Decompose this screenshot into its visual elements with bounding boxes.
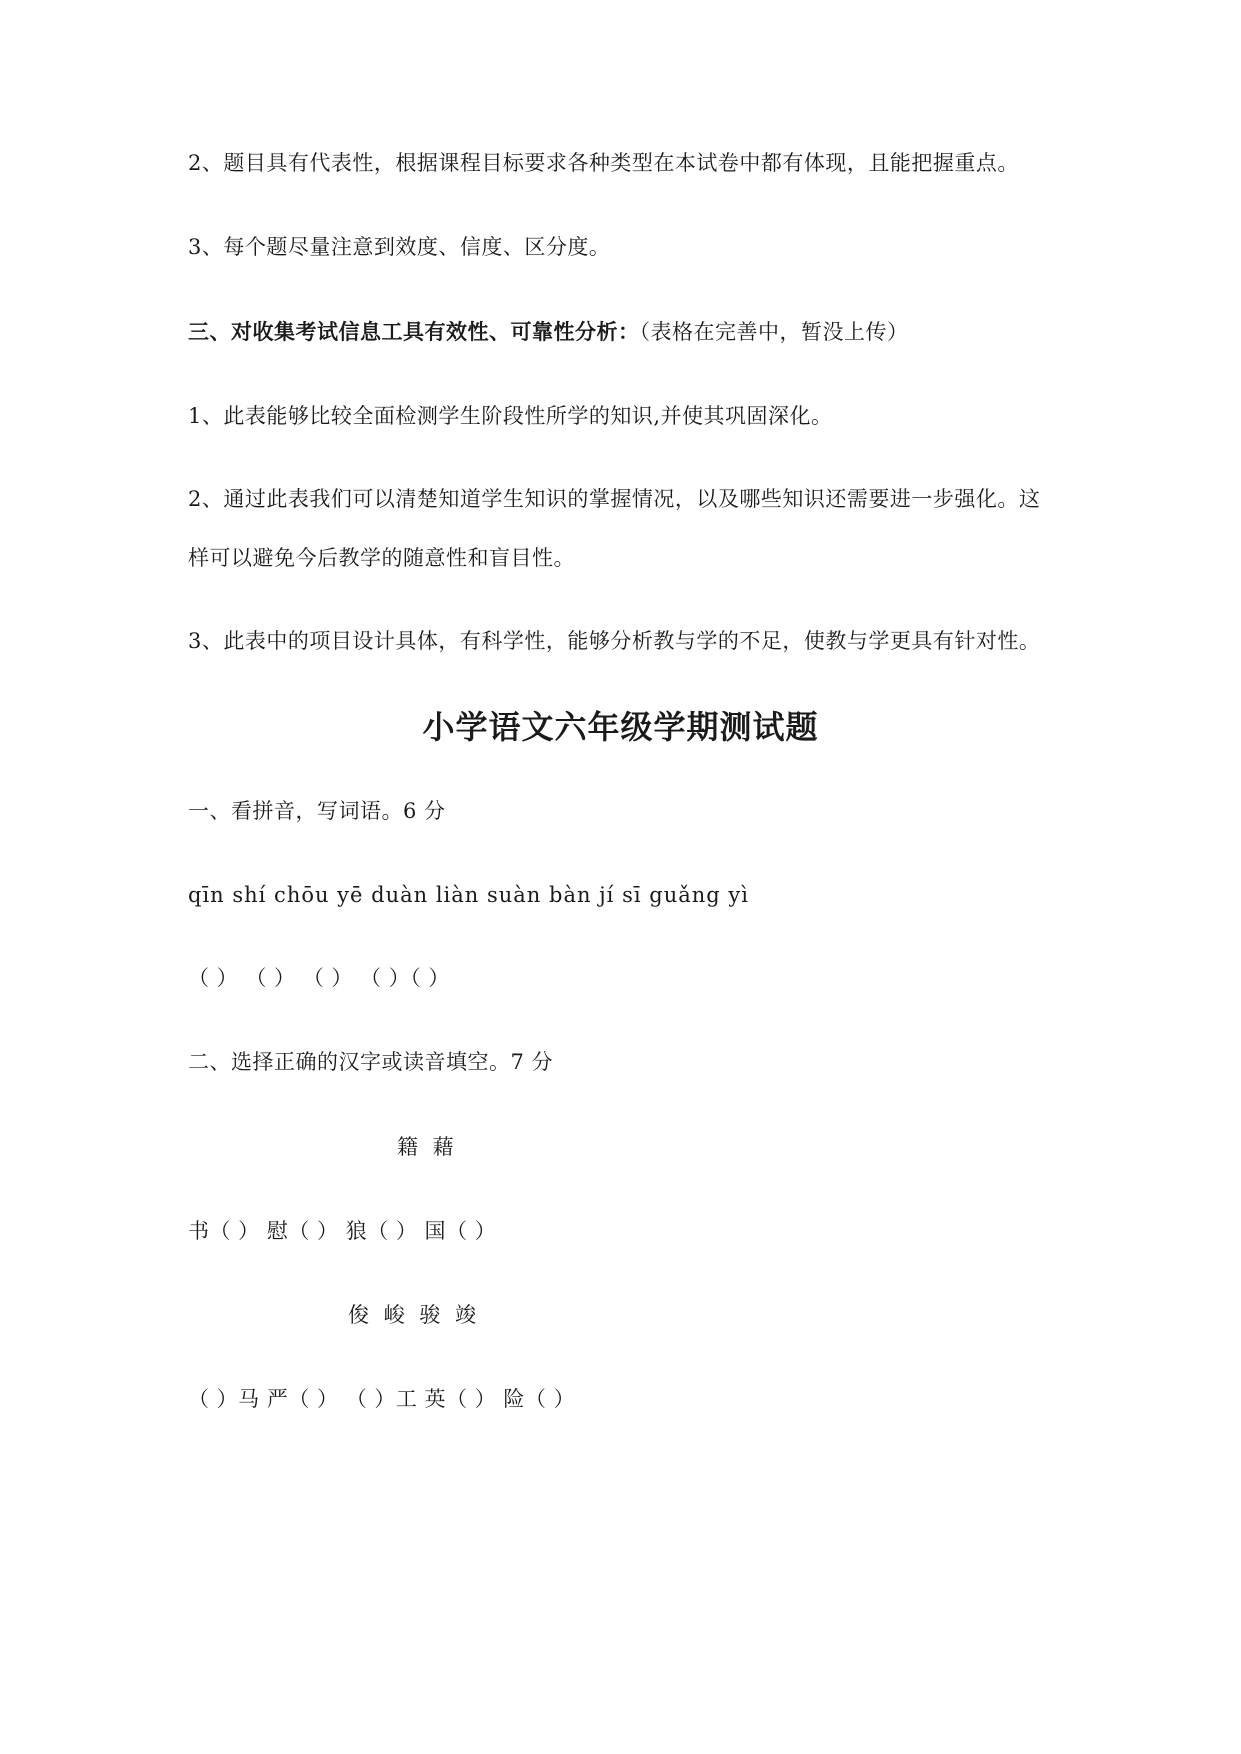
section-three-heading (188, 317, 909, 347)
question-1-heading: 一、看拼音，写词语。6 分 (188, 799, 446, 823)
analysis-point-2-line-2: 样可以避免今后教学的随意性和盲目性。 (188, 546, 575, 570)
section-three-heading-title: 三、对收集考试信息工具有效性、可靠性分析： (188, 319, 640, 344)
analysis-point-1: 1、此表能够比较全面检测学生阶段性所学的知识,并使其巩固深化。 (188, 404, 833, 428)
question-2-heading: 二、选择正确的汉字或读音填空。7 分 (188, 1050, 554, 1074)
question-2-group-1-blanks: 书（ ） 慰（ ） 狼（ ） 国（ ） (188, 1219, 497, 1243)
question-1-blanks: （ ） （ ） （ ） （ ）（ ） (188, 966, 450, 990)
point-3-validity: 3、每个题尽量注意到效度、信度、区分度。 (188, 235, 611, 259)
question-1-pinyin: qīn shí chōu yē duàn liàn suàn bàn jí sī guǎng yì (188, 883, 749, 907)
question-2-group-1-chars: 籍 藉 (397, 1135, 458, 1159)
question-2-group-2-blanks: （ ）马 严（ ） （ ）工 英（ ） 险（ ） (188, 1387, 576, 1411)
point-2-representative: 2、题目具有代表性，根据课程目标要求各种类型在本试卷中都有体现，且能把握重点。 (188, 151, 1019, 175)
exam-title: 小学语文六年级学期测试题 (422, 708, 819, 746)
analysis-point-2-line-1: 2、通过此表我们可以清楚知道学生知识的掌握情况，以及哪些知识还需要进一步强化。这 (188, 487, 1041, 511)
analysis-point-3: 3、此表中的项目设计具体，有科学性，能够分析教与学的不足，使教与学更具有针对性。 (188, 629, 1041, 653)
question-2-group-2-chars: 俊 峻 骏 竣 (348, 1303, 481, 1327)
section-three-heading-note: （表格在完善中，暂没上传） (639, 320, 909, 344)
